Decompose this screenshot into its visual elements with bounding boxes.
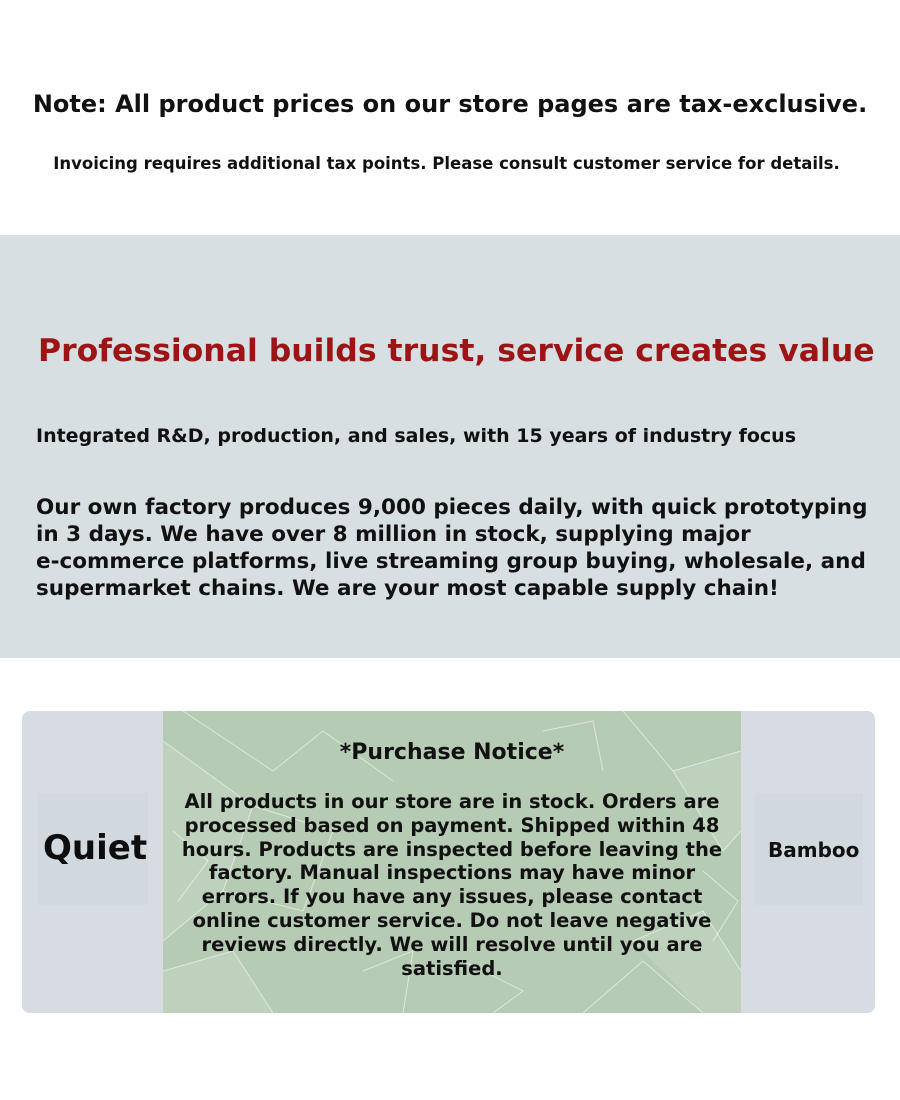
brand-description bbox=[36, 494, 896, 602]
notice-line: errors. If you have any issues, please contact bbox=[201, 885, 703, 909]
notice-line: processed based on payment. Shipped within 48 bbox=[184, 813, 720, 837]
tax-note-subtitle: Invoicing requires additional tax points. Please consult customer service for details. bbox=[53, 154, 840, 173]
purchase-notice-body bbox=[163, 790, 741, 980]
description-line: Our own factory produces 9,000 pieces daily, with quick prototyping bbox=[36, 495, 868, 520]
brand-tagline: Integrated R&D, production, and sales, with 15 years of industry focus bbox=[36, 425, 797, 447]
brand-slogan: Professional builds trust, service creates value bbox=[38, 333, 875, 369]
notice-line: hours. Products are inspected before leaving the bbox=[181, 837, 723, 861]
notice-line: factory. Manual inspections may have minor bbox=[208, 861, 696, 885]
purchase-notice-title: *Purchase Notice* bbox=[339, 740, 565, 765]
notice-line: All products in our store are in stock. Orders are bbox=[184, 790, 720, 813]
description-line: in 3 days. We have over 8 million in stock, supplying major bbox=[36, 522, 751, 547]
description-line: supermarket chains. We are your most capable supply chain! bbox=[36, 576, 779, 601]
notice-line: reviews directly. We will resolve until you are bbox=[201, 932, 703, 956]
purchase-notice-card bbox=[22, 711, 875, 1013]
brand-section bbox=[0, 235, 900, 658]
description-line: e-commerce platforms, live streaming group buying, wholesale, and bbox=[36, 549, 866, 574]
side-label-left: Quiet bbox=[43, 828, 148, 868]
purchase-notice-panel bbox=[163, 711, 741, 1013]
tax-note-section bbox=[0, 0, 900, 235]
notice-line: satisfied. bbox=[401, 956, 503, 980]
side-label-right: Bamboo bbox=[768, 838, 860, 862]
notice-line: online customer service. Do not leave negative bbox=[192, 908, 712, 932]
tax-note-title: Note: All product prices on our store pages are tax-exclusive. bbox=[32, 90, 868, 118]
